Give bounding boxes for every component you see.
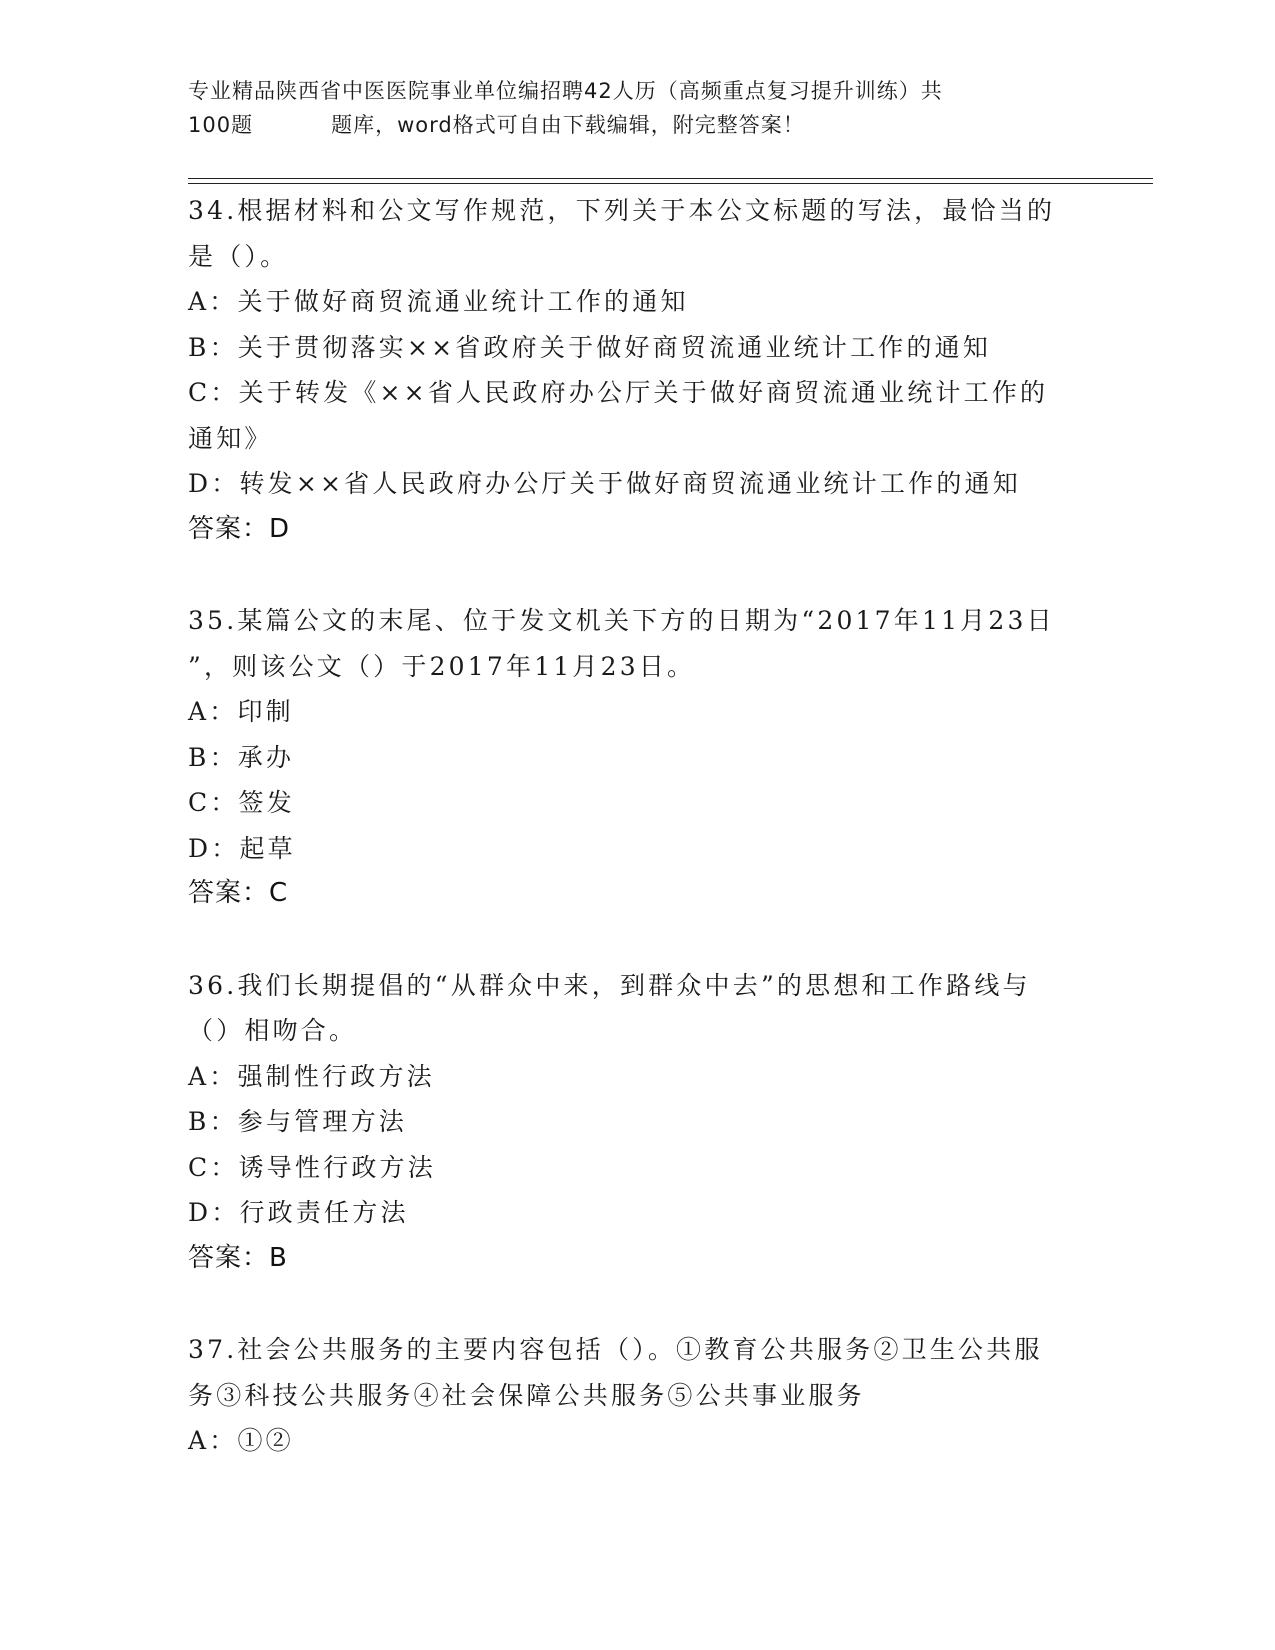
question-stem-line: 是（）。 xyxy=(188,241,289,271)
option-c: C：诱导性行政方法 xyxy=(188,1152,436,1182)
answer-label: 答案：B xyxy=(188,1242,288,1273)
document-header xyxy=(188,74,1088,142)
question-stem-line: 37.社会公共服务的主要内容包括（）。①教育公共服务②卫生公共服 xyxy=(188,1335,1043,1364)
header-line-1: 专业精品陕西省中医医院事业单位编招聘42人历（高频重点复习提升训练）共 xyxy=(188,79,943,103)
option-d: D：行政责任方法 xyxy=(188,1198,409,1227)
question-35 xyxy=(188,598,1088,917)
question-stem-line: 务③科技公共服务④社会保障公共服务⑤公共事业服务 xyxy=(188,1380,865,1410)
option-c: C：关于转发《××省人民政府办公厅关于做好商贸流通业统计工作的 xyxy=(188,378,1049,407)
header-divider-top xyxy=(188,178,1153,179)
question-34 xyxy=(188,188,1088,552)
question-stem-line: 35.某篇公文的末尾、位于发文机关下方的日期为“2017年11月23日 xyxy=(188,606,1055,635)
question-stem-line: ”，则该公文（）于2017年11月23日。 xyxy=(188,651,696,681)
option-b: B：参与管理方法 xyxy=(188,1107,407,1136)
option-b: B：承办 xyxy=(188,742,295,772)
question-list xyxy=(188,188,1088,1510)
answer-label: 答案：C xyxy=(188,878,289,908)
header-line-2-count: 100题 xyxy=(188,113,254,137)
question-stem-line: 36.我们长期提倡的“从群众中来，到群众中去”的思想和工作路线与 xyxy=(188,970,1031,1000)
answer-label: 答案：D xyxy=(188,513,291,544)
header-divider-bottom xyxy=(188,183,1153,184)
option-d: D：转发××省人民政府办公厅关于做好商贸流通业统计工作的通知 xyxy=(188,469,1021,498)
option-b: B：关于贯彻落实××省政府关于做好商贸流通业统计工作的通知 xyxy=(188,332,992,362)
option-a: A：印制 xyxy=(188,697,294,726)
question-stem-line: 34.根据材料和公文写作规范，下列关于本公文标题的写法，最恰当的 xyxy=(188,196,1056,225)
option-a: A：①② xyxy=(188,1426,294,1455)
option-d: D：起草 xyxy=(188,833,296,863)
question-36 xyxy=(188,963,1088,1282)
option-c: C：签发 xyxy=(188,788,295,817)
option-c-continued: 通知》 xyxy=(188,423,273,453)
option-a: A：关于做好商贸流通业统计工作的通知 xyxy=(188,287,689,316)
header-line-2-text: 题库，word格式可自由下载编辑，附完整答案！ xyxy=(331,113,805,137)
option-a: A：强制性行政方法 xyxy=(188,1061,435,1091)
question-37 xyxy=(188,1327,1088,1464)
header-line-2 xyxy=(188,108,1088,142)
question-stem-line: （）相吻合。 xyxy=(188,1016,358,1045)
